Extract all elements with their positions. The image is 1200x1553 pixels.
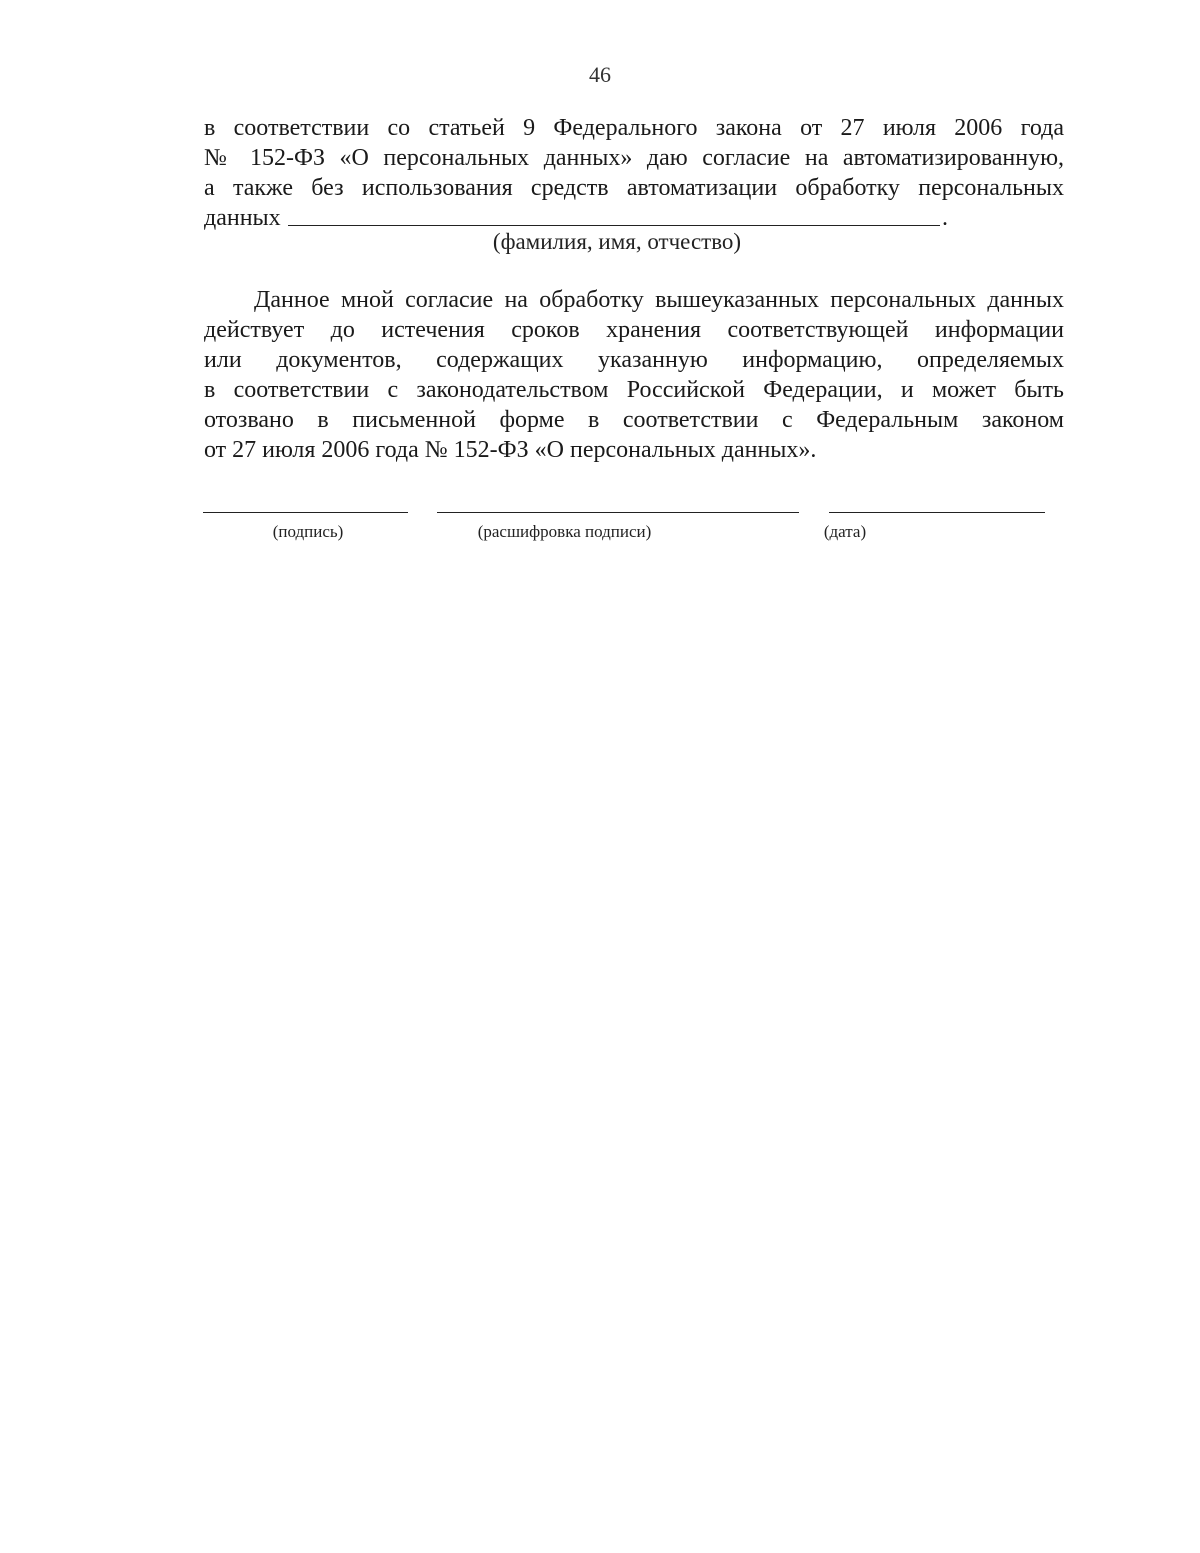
signature-decoding-line xyxy=(437,512,799,513)
fio-line-end: . xyxy=(942,205,948,231)
paragraph-line: или документов, содержащих указанную информацию, определяемых xyxy=(204,347,1064,373)
paragraph-line: от 27 июля 2006 года № 152-ФЗ «О персональных данных». xyxy=(204,437,817,463)
paragraph-line: в соответствии со статьей 9 Федерального закона от 27 июля 2006 года xyxy=(204,115,1064,141)
signature-decoding-caption: (расшифровка подписи) xyxy=(477,522,652,541)
fio-blank-line xyxy=(288,225,940,226)
date-line xyxy=(829,512,1045,513)
signature-line xyxy=(203,512,408,513)
paragraph-line: Данное мной согласие на обработку вышеуказанных персональных данных xyxy=(254,287,1064,313)
paragraph-line: а также без использования средств автоматизации обработку персональных xyxy=(204,175,1064,201)
fio-prefix-label: данных xyxy=(204,205,281,231)
signature-caption: (подпись) xyxy=(272,522,344,541)
page-number: 46 xyxy=(589,62,611,87)
paragraph-line: в соответствии с законодательством Российской Федерации, и может быть xyxy=(204,377,1064,403)
paragraph-line: отозвано в письменной форме в соответствии с Федеральным законом xyxy=(204,407,1064,433)
fio-caption: (фамилия, имя, отчество) xyxy=(492,229,742,254)
consent-paragraph xyxy=(204,113,1064,233)
paragraph-line: № 152-ФЗ «О персональных данных» даю согласие на автоматизированную, xyxy=(204,145,1064,171)
date-caption: (дата) xyxy=(823,522,867,541)
validity-paragraph xyxy=(204,285,1064,465)
paragraph-line: действует до истечения сроков хранения соответствующей информации xyxy=(204,317,1064,343)
